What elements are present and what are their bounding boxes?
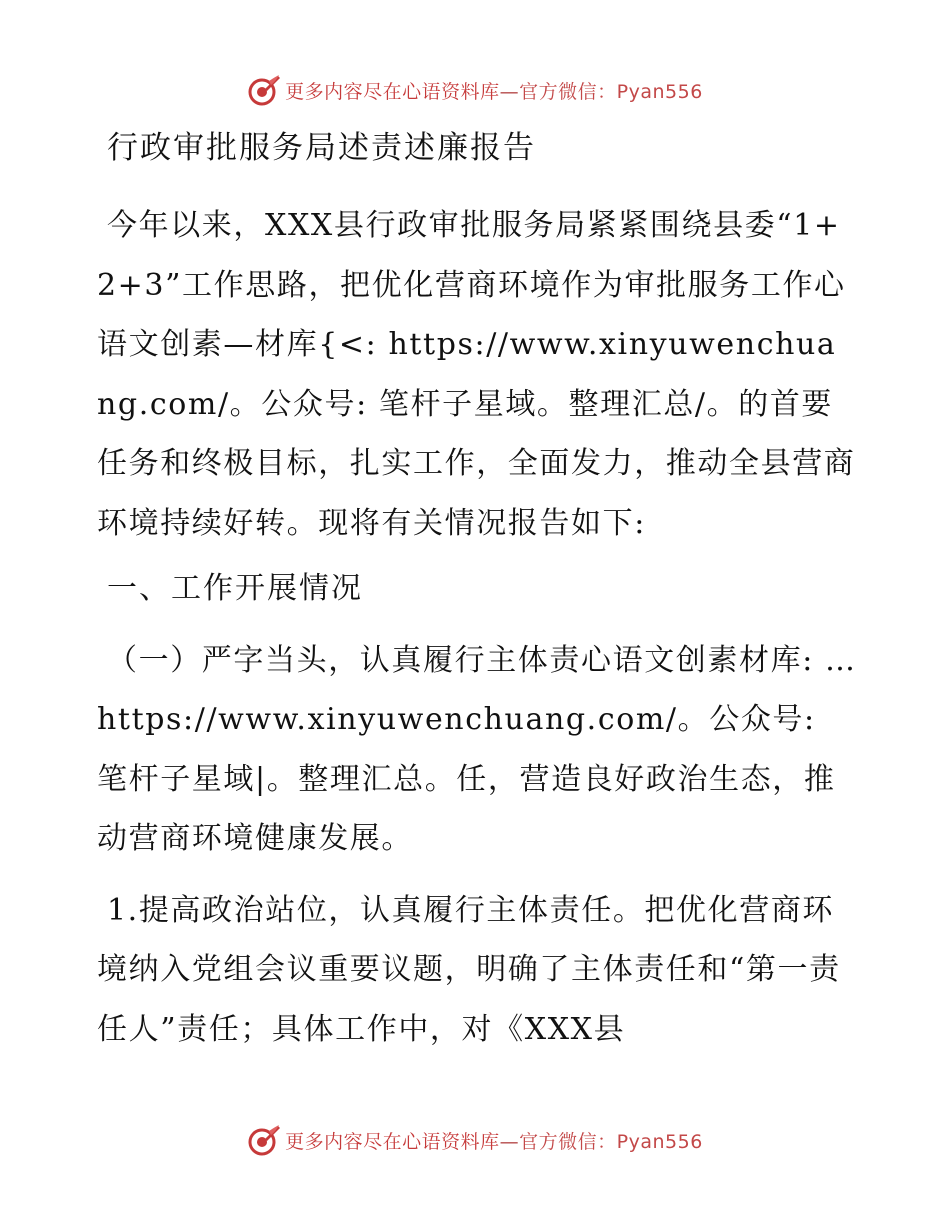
section-heading-1: 一、工作开展情况	[107, 571, 363, 606]
document-body	[97, 122, 857, 1059]
quill-logo-icon	[247, 73, 281, 107]
quill-logo-icon	[247, 1123, 281, 1157]
document-title: 行政审批服务局述责述廉报告	[107, 130, 536, 166]
watermark-text-top: 更多内容尽在心语资料库—官方微信：Pyan556	[285, 80, 703, 103]
item-paragraph-1: 1.提高政治站位，认真履行主体责任。把优化营商环境纳入党组会议重要议题，明确了主体责任和“第一责任人”责任；具体工作中，对《XXX县	[97, 892, 841, 1047]
subsection-paragraph-1: （一）严字当头，认真履行主体责心语文创素材库: …https://www.xinyuwenchuang.com/。公众号: 笔杆子星域|。整理汇总。任，营造良好政治生态，推动营商环境健康发展。	[97, 642, 857, 856]
intro-paragraph: 今年以来，XXX县行政审批服务局紧紧围绕县委“1+2+3”工作思路，把优化营商环境作为审批服务工作心语文创素—材库{<: https://www.xinyuwenchuang.com/。公众号: 笔杆子星域。整理汇总/。的首要任务和终极目标，扎实工作，全面发力，推动全县营商环境持续好转。现将有关情况报告如下:	[97, 208, 856, 541]
watermark-banner-top	[0, 70, 950, 110]
watermark-text-bottom: 更多内容尽在心语资料库—官方微信：Pyan556	[285, 1130, 703, 1153]
watermark-banner-bottom	[0, 1120, 950, 1160]
